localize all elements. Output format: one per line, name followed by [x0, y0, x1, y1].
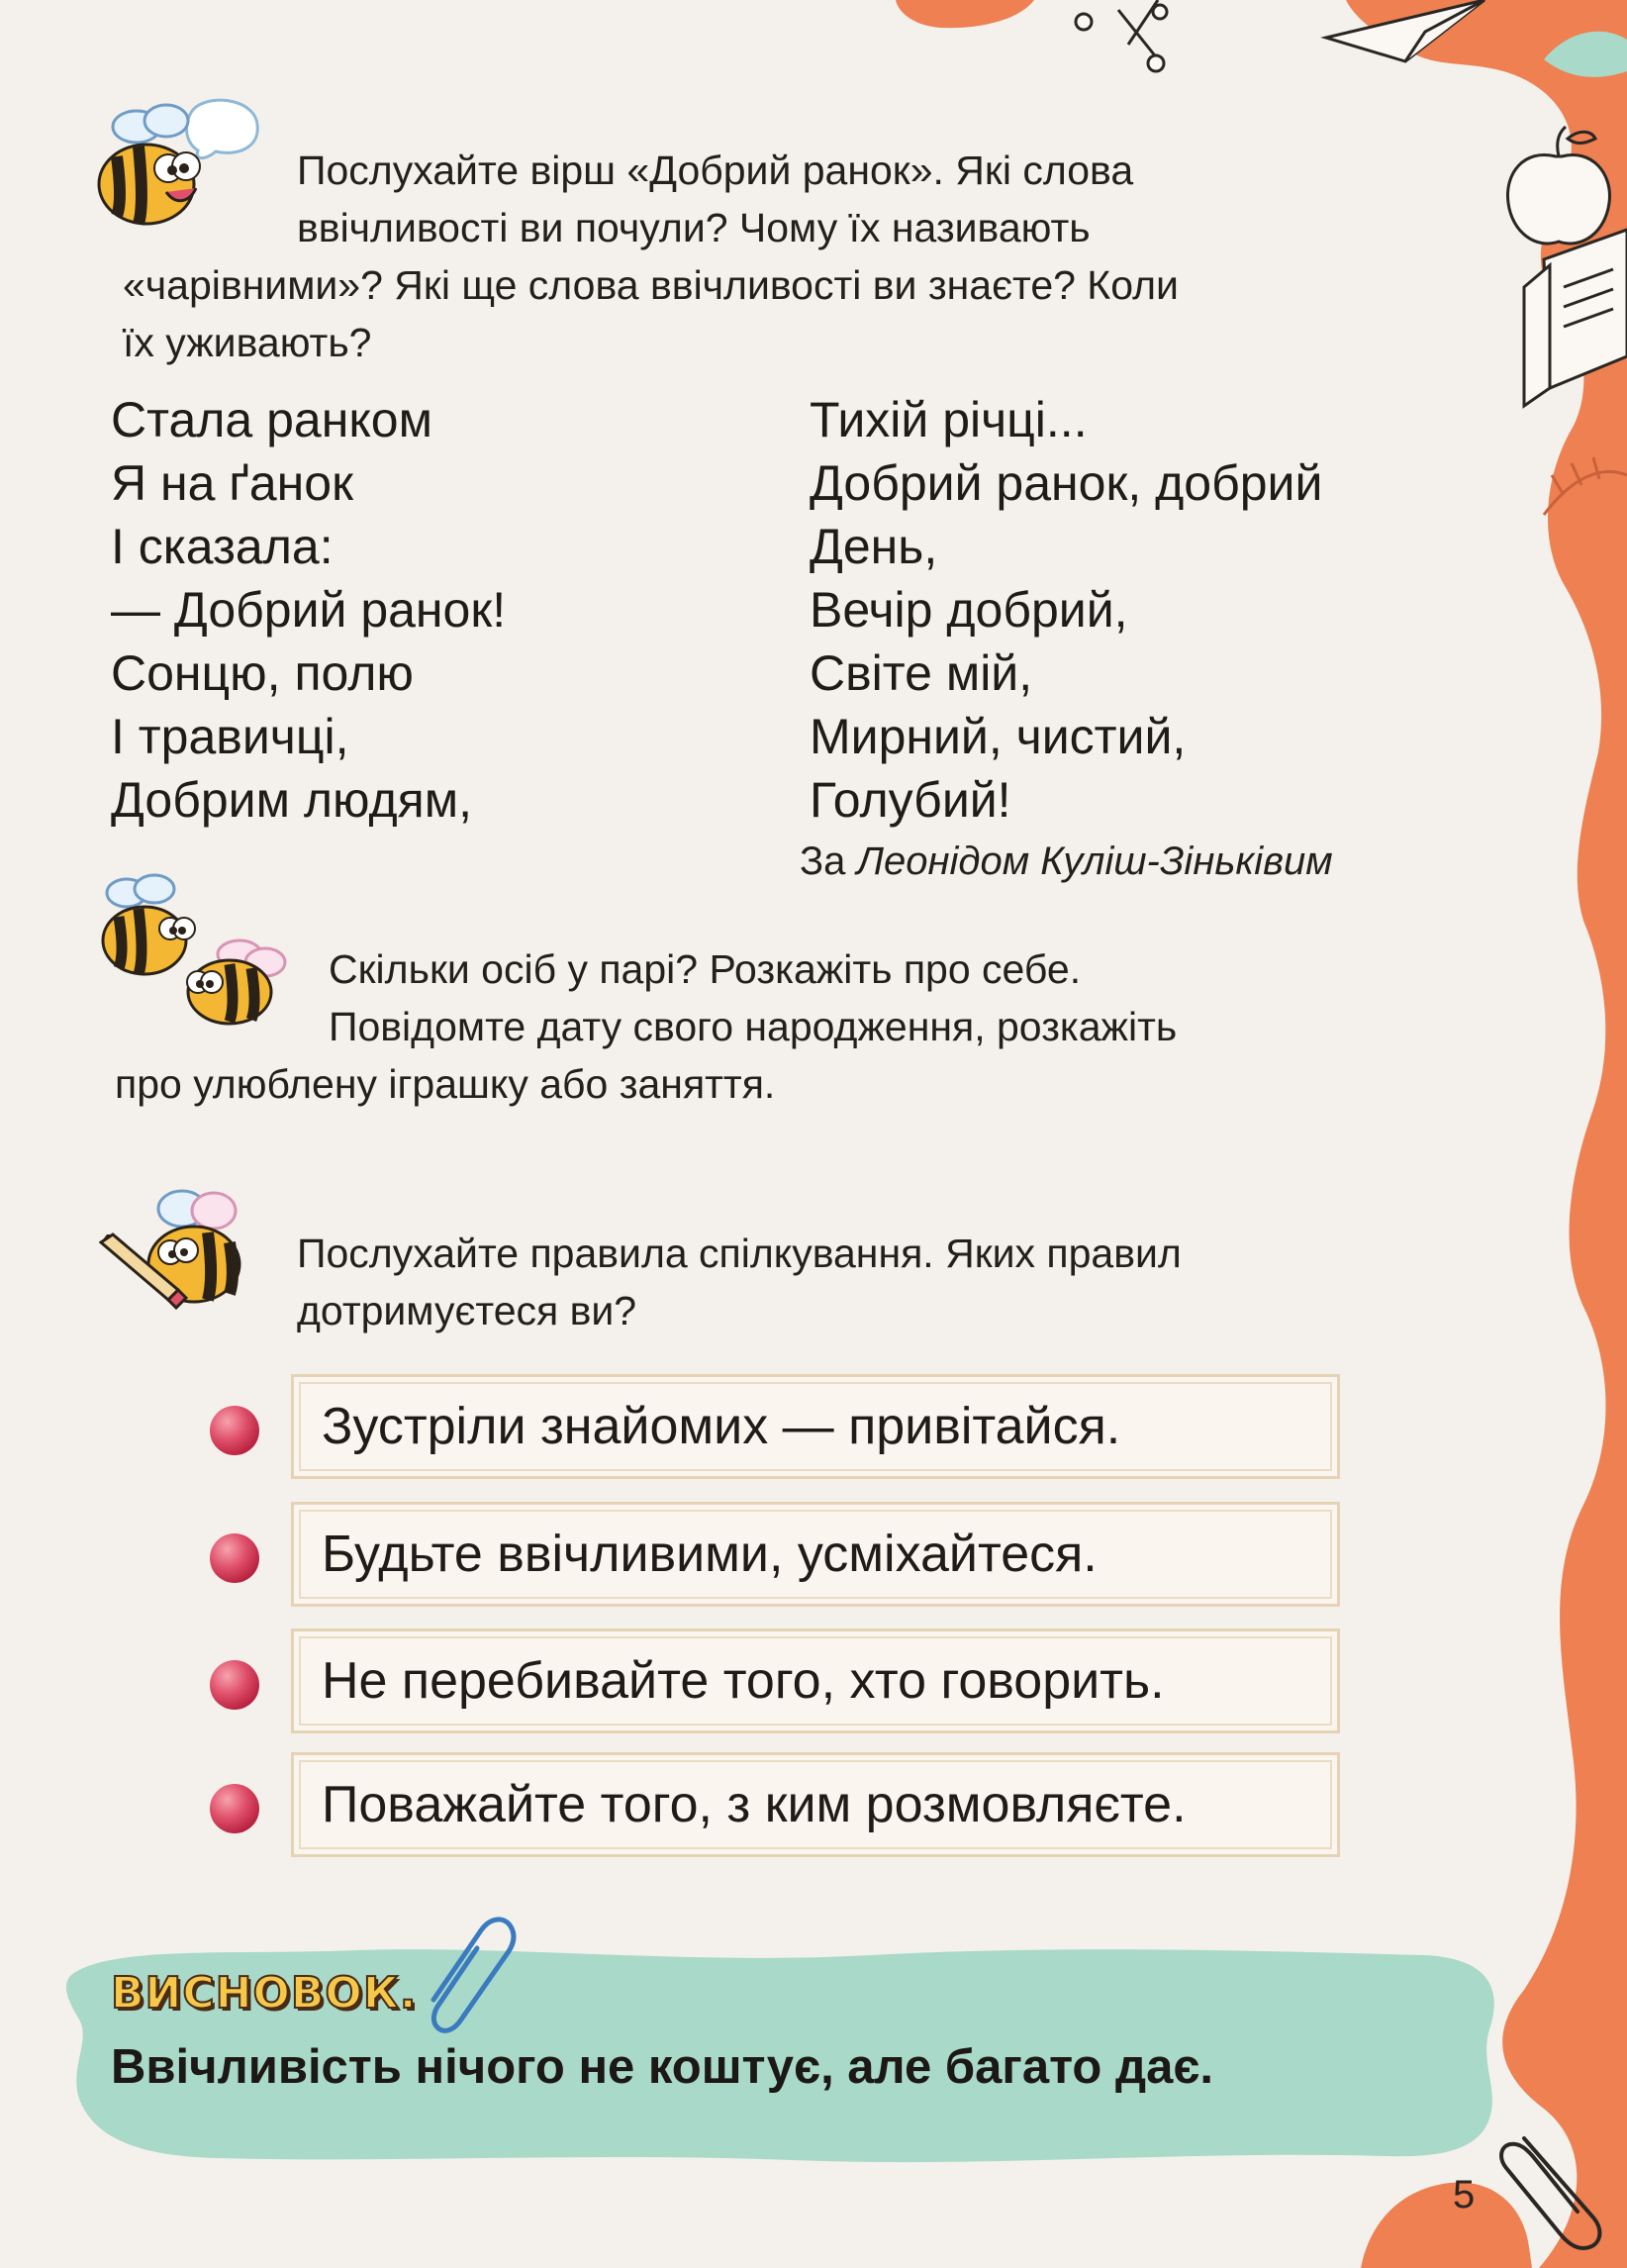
author-prefix: За: [800, 839, 846, 883]
bee-listening-icon: [87, 97, 265, 236]
bullet-icon: [210, 1660, 259, 1710]
poem-author: [800, 839, 1333, 884]
orange-curl-shape: [1361, 2182, 1532, 2268]
poem-line: Світе мій,: [810, 645, 1033, 701]
bee-with-pencil-icon: [99, 1183, 267, 1331]
orange-leaf-shape: [896, 0, 1034, 28]
bullet-icon: [210, 1533, 259, 1583]
task3-line: Послухайте правила спілкування. Яких правил: [297, 1231, 1182, 1276]
task2-line: Повідомте дату свого народження, розкажіть: [329, 1004, 1178, 1049]
rule-text: Поважайте того, з ким розмовляєте.: [291, 1752, 1340, 1857]
task1-line: Послухайте вірш «Добрий ранок». Які слова: [297, 148, 1134, 193]
poem-line: Стала ранком: [111, 392, 432, 447]
conclusion-title: ВИСНОВОК.: [111, 1968, 418, 2019]
rule-text: Будьте ввічливими, усміхайтеся.: [291, 1502, 1340, 1607]
task2-line: Скільки осіб у парі? Розкажіть про себе.: [329, 946, 1082, 992]
task1-line: ввічливості ви почули? Чому їх називають: [297, 205, 1091, 250]
poem-line: День,: [810, 519, 938, 574]
poem-line: Голубий!: [810, 772, 1011, 828]
bullet-icon: [210, 1784, 259, 1833]
author-name: Леонідом Куліш-Зіньківим: [856, 839, 1333, 883]
poem-line: Тихій річці...: [810, 392, 1088, 447]
rule-item: [210, 1752, 1348, 1861]
rule-item: [210, 1502, 1348, 1611]
poem-line: Я на ґанок: [111, 455, 353, 511]
poem-line: Добрим людям,: [111, 772, 472, 828]
poem-line: Мирний, чистий,: [810, 709, 1187, 764]
page-number: 5: [1453, 2173, 1476, 2217]
task1-line: «чарівними»? Які ще слова ввічливості ви знаєте? Коли: [123, 262, 1179, 308]
poem-right-column: [810, 388, 1322, 832]
task2-line: про улюблену іграшку або заняття.: [115, 1061, 776, 1107]
poem-line: І травичці,: [111, 709, 349, 764]
task1-line: їх уживають?: [123, 320, 372, 365]
rule-item: [210, 1628, 1348, 1737]
bullet-icon: [210, 1406, 259, 1455]
cherry-doodle-icon: [1076, 0, 1167, 71]
poem-line: Сонцю, полю: [111, 645, 414, 701]
rule-item: [210, 1374, 1348, 1483]
poem-line: Добрий ранок, добрий: [810, 455, 1323, 511]
poem-line: І сказала:: [111, 519, 334, 574]
rule-text: Зустріли знайомих — привітайся.: [291, 1374, 1340, 1479]
rule-text: Не перебивайте того, хто говорить.: [291, 1628, 1340, 1733]
bees-pair-icon: [91, 871, 289, 1030]
poem-left-column: [111, 388, 506, 832]
poem-line: Вечір добрий,: [810, 582, 1128, 638]
task3-line: дотримуєтеся ви?: [297, 1288, 637, 1333]
conclusion-text: Ввічливість нічого не коштує, але багато дає.: [111, 2040, 1214, 2094]
poem-line: — Добрий ранок!: [111, 582, 507, 638]
